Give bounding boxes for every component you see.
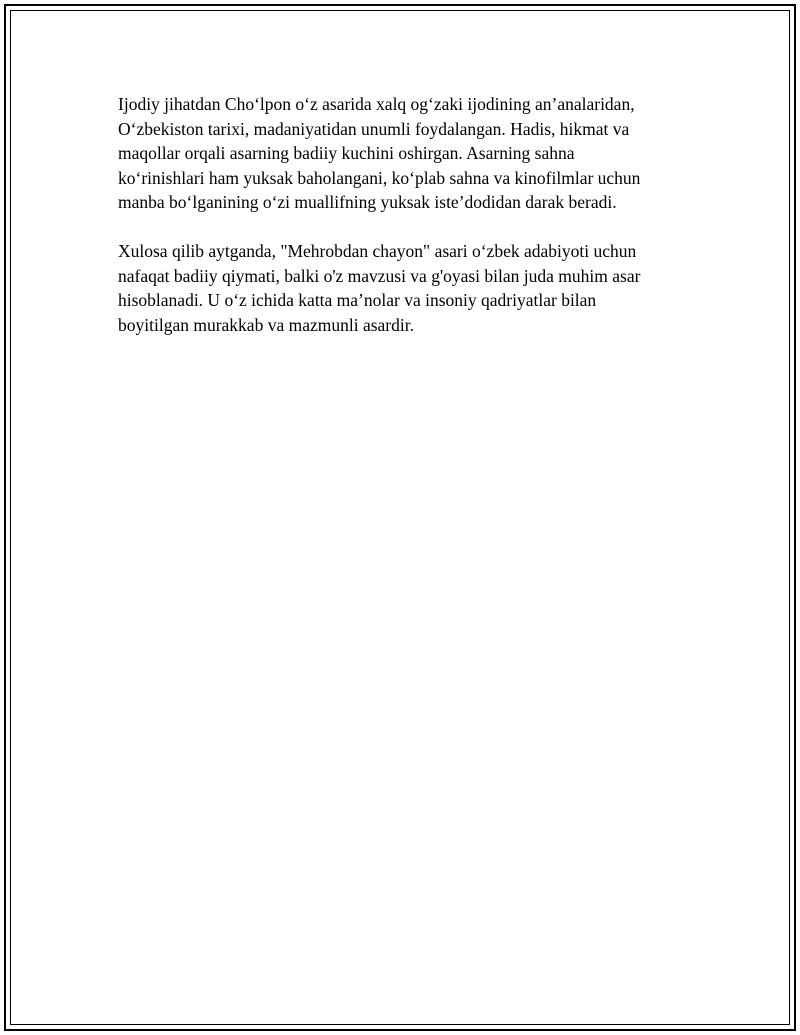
document-body bbox=[118, 92, 678, 362]
text-line: hisoblanadi. U o‘z ichida katta ma’nolar va insoniy qadriyatlar bilan bbox=[118, 290, 597, 310]
text-line: nafaqat badiiy qiymati, balki o'z mavzusi va g'oyasi bilan juda muhim asar bbox=[118, 265, 641, 286]
text-line: boyitilgan murakkab va mazmunli asardir. bbox=[118, 314, 414, 335]
paragraph-1 bbox=[118, 92, 678, 215]
paragraph-2 bbox=[118, 239, 678, 337]
text-line: ko‘rinishlari ham yuksak baholangani, ko‘plab sahna va kinofilmlar uchun bbox=[118, 167, 641, 188]
text-line: O‘zbekiston tarixi, madaniyatidan unumli foydalangan. Hadis, hikmat va bbox=[118, 118, 630, 139]
text-line: manba bo‘lganining o‘zi muallifning yuksak iste’dodidan darak beradi. bbox=[118, 192, 617, 212]
text-line: maqollar orqali asarning badiiy kuchini oshirgan. Asarning sahna bbox=[118, 143, 575, 163]
text-line: Ijodiy jihatdan Cho‘lpon o‘z asarida xalq og‘zaki ijodining an’analaridan, bbox=[118, 94, 635, 114]
text-line: Xulosa qilib aytganda, "Mehrobdan chayon" asari o‘zbek adabiyoti uchun bbox=[118, 241, 637, 261]
